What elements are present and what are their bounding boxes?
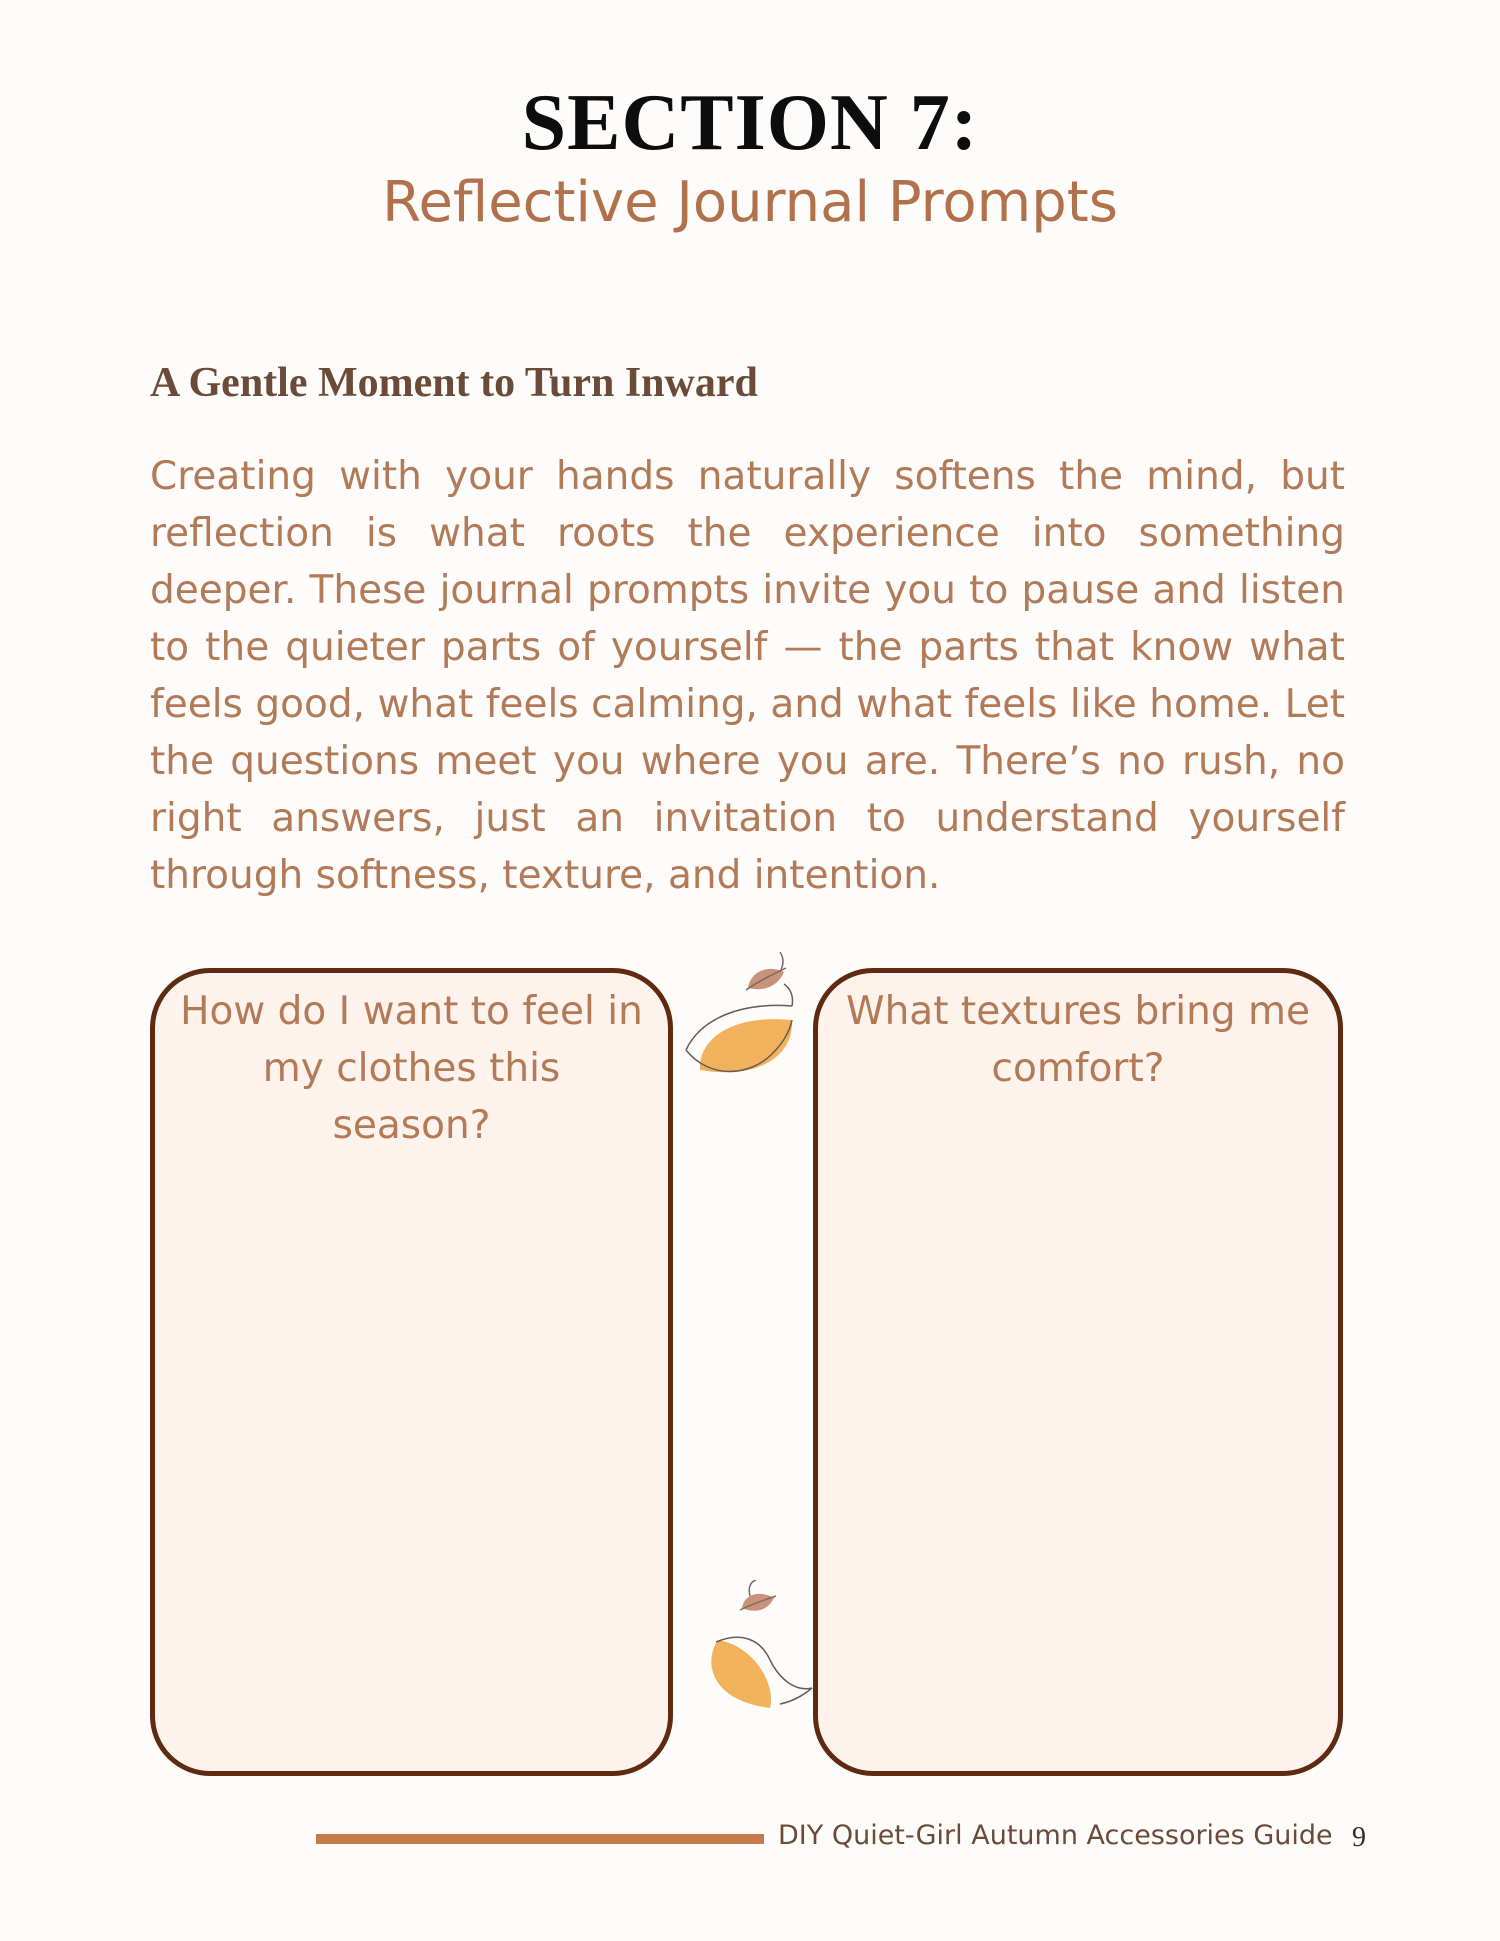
journal-prompt-box-feel[interactable] <box>150 968 673 1776</box>
section-title: SECTION 7: <box>521 79 979 167</box>
journal-prompt-box-textures[interactable] <box>813 968 1343 1776</box>
intro-paragraph: Creating with your hands naturally softens the mind, but reflection is what roots the experience into something deeper. These journal prompts invite you to pause and listen to the quieter parts of yourself — the parts that know what feels good, what feels calming, and what feels like home. Let the questions meet you where you are. There’s no rush, no right answers, just an invitation to understand yourself through softness, texture, and intention. <box>150 454 1345 898</box>
large-leaf-icon <box>711 1637 812 1708</box>
section-subtitle: Reflective Journal Prompts <box>382 170 1118 235</box>
leaves-decoration-top <box>680 950 810 1090</box>
prompt-question: How do I want to feel in my clothes this season? <box>180 989 643 1148</box>
footer-divider <box>316 1834 764 1844</box>
large-leaf-icon <box>686 984 793 1072</box>
intro-heading: A Gentle Moment to Turn Inward <box>150 360 758 406</box>
small-leaf-icon <box>746 952 786 990</box>
small-leaf-icon <box>740 1580 776 1611</box>
prompt-question: What textures bring me comfort? <box>846 989 1310 1091</box>
footer-guide-title: DIY Quiet-Girl Autumn Accessories Guide <box>778 1820 1333 1851</box>
leaves-decoration-bottom <box>700 1580 820 1720</box>
page-number: 9 <box>1352 1822 1366 1853</box>
